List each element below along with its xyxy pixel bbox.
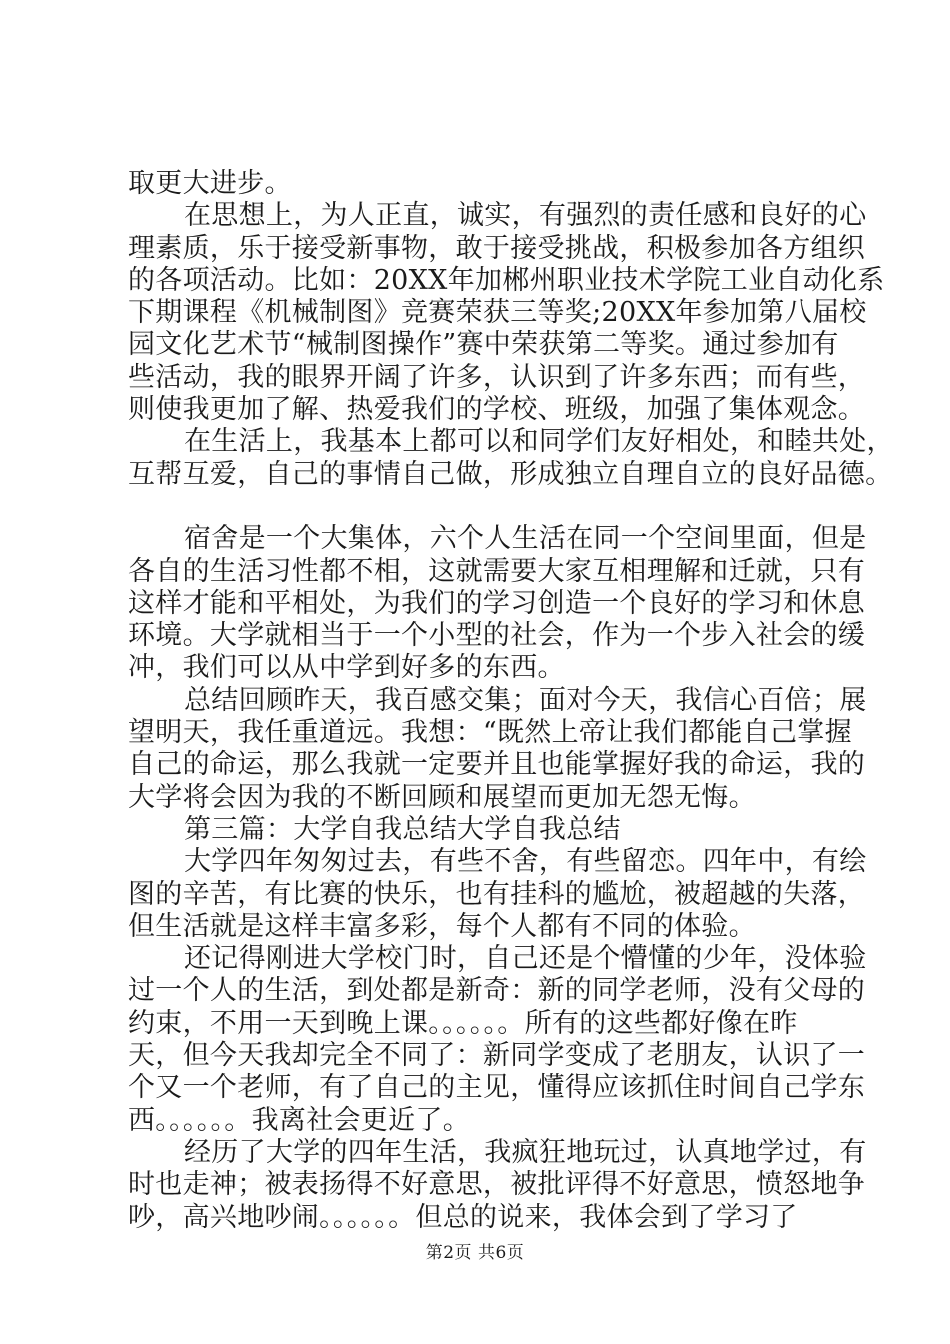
text-line: 时也走神；被表扬得不好意思，被批评得不好意思，愤怒地争 <box>128 1169 866 1201</box>
text-line: 总结回顾昨天，我百感交集；面对今天，我信心百倍；展 <box>184 684 867 716</box>
text-line: 但生活就是这样丰富多彩，每个人都有不同的体验。 <box>128 910 756 942</box>
document-body <box>128 168 894 1234</box>
text-line: 约束，不用一天到晚上课。。。。。。所有的这些都好像在昨 <box>128 1007 798 1039</box>
text-line: 大学四年匆匆过去，有些不舍，有些留恋。四年中，有绘 <box>184 846 867 878</box>
text-line: 还记得刚进大学校门时，自己还是个懵懂的少年，没体验 <box>184 943 867 975</box>
text-line: 图的辛苦，有比赛的快乐，也有挂科的尴尬，被超越的失落， <box>128 878 866 910</box>
text-line: 自己的命运，那么我就一定要并且也能掌握好我的命运，我的 <box>128 749 866 781</box>
text-line: 园文化艺术节“械制图操作”赛中荣获第二等奖。通过参加有 <box>128 329 839 361</box>
text-line: 个又一个老师，有了自己的主见，懂得应该抓住时间自己学东 <box>128 1072 866 1104</box>
text-line: 则使我更加了解、热爱我们的学校、班级，加强了集体观念。 <box>128 394 866 426</box>
text-line: 西。。。。。。我离社会更近了。 <box>128 1104 470 1136</box>
section-heading: 第三篇：大学自我总结大学自我总结 <box>184 813 621 845</box>
text-line: 吵，高兴地吵闹。。。。。。但总的说来，我体会到了学习了 <box>128 1201 798 1233</box>
text-line: 大学将会因为我的不断回顾和展望而更加无怨无悔。 <box>128 781 756 813</box>
page-number-footer: 第2页 共6页 <box>425 1243 525 1263</box>
text-line: 望明天，我任重道远。我想：“既然上帝让我们都能自己掌握 <box>128 717 852 749</box>
text-line: 的各项活动。比如：20XX年加郴州职业技术学院工业自动化系 <box>128 264 885 296</box>
text-line: 下期课程《机械制图》竞赛荣获三等奖;20XX年参加第八届校 <box>128 297 867 329</box>
text-line: 互帮互爱，自己的事情自己做，形成独立自理自立的良好品德。 <box>128 458 893 490</box>
text-line: 宿舍是一个大集体，六个人生活在同一个空间里面，但是 <box>184 523 867 555</box>
text-line: 在思想上，为人正直，诚实，有强烈的责任感和良好的心 <box>184 200 867 232</box>
text-line: 经历了大学的四年生活，我疯狂地玩过，认真地学过，有 <box>184 1136 867 1168</box>
text-line: 冲，我们可以从中学到好多的东西。 <box>128 652 565 684</box>
text-line: 在生活上，我基本上都可以和同学们友好相处，和睦共处， <box>184 426 894 458</box>
text-line: 过一个人的生活，到处都是新奇：新的同学老师，没有父母的 <box>128 975 866 1007</box>
text-line: 取更大进步。 <box>128 168 292 199</box>
text-line: 这样才能和平相处，为我们的学习创造一个良好的学习和休息 <box>128 587 866 619</box>
text-line: 各自的生活习性都不相，这就需要大家互相理解和迁就，只有 <box>128 555 866 587</box>
blank-line <box>128 491 840 523</box>
text-line: 理素质，乐于接受新事物，敢于接受挑战，积极参加各方组织 <box>128 232 866 264</box>
text-line: 些活动，我的眼界开阔了许多，认识到了许多东西；而有些， <box>128 361 866 393</box>
text-line: 环境。大学就相当于一个小型的社会，作为一个步入社会的缓 <box>128 620 866 652</box>
text-line: 天，但今天我却完全不同了：新同学变成了老朋友，认识了一 <box>128 1040 866 1072</box>
